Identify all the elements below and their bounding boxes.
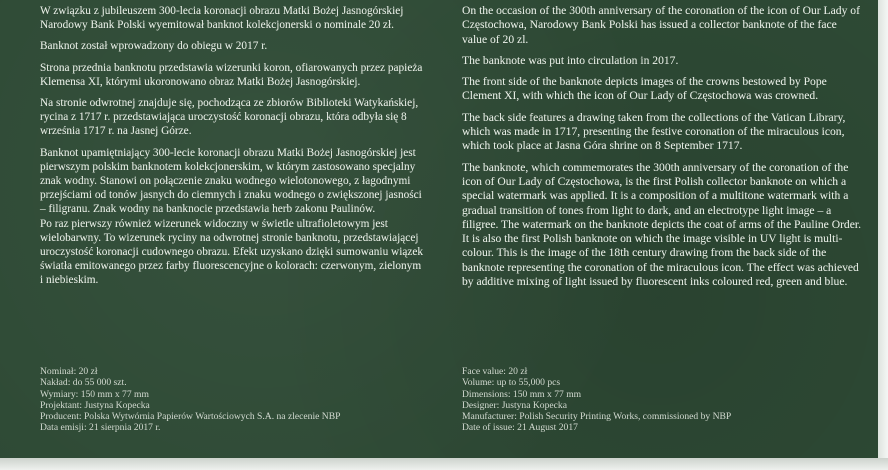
en-uv-paragraph: It is also the first Polish banknote on which the image visible in UV light is multi-colour. This is the image of the 18th century drawing from the back side of the banknote representing the coronation of the miraculous icon. The effect was achieved by additive mixing of light issued by fluorescent inks coloured red, green and blue. [462,232,859,289]
en-spec-issue-date: Date of issue: 21 August 2017 [462,422,578,434]
pl-specs-block [40,366,340,434]
english-text-column [462,4,864,289]
en-watermark-paragraph: The banknote, which commemorates the 300th anniversary of the coronation of the icon of Our Lady of Częstochowa, is the first Polish collector banknote on which a special watermark was applied. It is a composition of a multitone watermark with a gradual transition of tones from light to dark, and an electrotype light image – a filigree. The watermark on the banknote depicts the coat of arms of the Pauline Order. [462,160,861,231]
en-back-side-paragraph: The back side features a drawing taken from the collections of the Vatican Library, which was made in 1717, presenting the festive coronation of the miraculous icon, which took place at Jasna Góra shrine on 8 September 1717. [462,110,846,153]
en-circulation-paragraph: The banknote was put into circulation in 2017. [462,53,679,67]
en-spec-volume: Volume: up to 55,000 pcs [462,377,561,389]
en-spec-designer: Designer: Justyna Kopecka [462,399,567,411]
en-spec-manufacturer: Manufacturer: Polish Security Printing Works, commissioned by NBP [462,411,732,423]
pl-intro-paragraph: W związku z jubileuszem 300-lecia koronacji obrazu Matki Bożej Jasnogórskiej Narodowy Bank Polski wyemitował banknot kolekcjonerski o nominale 20 zł. [40,5,404,32]
paper-edge-right [878,0,888,470]
pl-spec-volume: Nakład: do 55 000 szt. [40,377,127,389]
pl-watermark-paragraph: Banknot upamiętniający 300-lecie koronacji obrazu Matki Bożej Jasnogórskiej jest pierwszym polskim banknotem kolekcjonerskim, w którym zastosowano specjalny znak wodny. Stanowi on połączenie znaku wodnego wielotonowego, z łagodnymi przejściami od tonów jasnych do ciemnych i znaku wodnego o zwiększonej jasności – filigranu. Znak wodny na banknocie przedstawia herb zakonu Paulinów. [40,146,422,216]
en-specs-block [462,366,731,434]
en-spec-dimensions: Dimensions: 150 mm x 77 mm [462,388,582,400]
pl-spec-manufacturer: Producent: Polska Wytwórnia Papierów Wartościowych S.A. na zlecenie NBP [40,411,341,423]
pl-spec-dimensions: Wymiary: 150 mm x 77 mm [40,388,149,400]
pl-front-side-paragraph: Strona przednia banknotu przedstawia wizerunki koron, ofiarowanych przez papieża Klemensa XI, którymi ukoronowano obraz Matki Bożej Jasnogórskiej. [40,61,423,88]
en-front-side-paragraph: The front side of the banknote depicts images of the crowns bestowed by Pope Clement XI, with which the icon of Our Lady of Częstochowa was crowned. [462,75,827,103]
pl-spec-issue-date: Data emisji: 21 sierpnia 2017 r. [40,422,161,434]
paper-edge-bottom [0,458,888,470]
pl-spec-face-value: Nominał: 20 zł [40,366,98,377]
pl-circulation-paragraph: Banknot został wprowadzony do obiegu w 2017 r. [40,40,268,53]
pl-uv-paragraph: Po raz pierwszy również wizerunek widoczny w świetle ultrafioletowym jest wielobarwny. To wizerunek ryciny na odwrotnej stronie banknotu, przedstawiającej uroczystość koronacji cudownego obrazu. Efekt uzyskano dzięki sumowaniu wiązek światła emitowanego przez farby fluorescencyjne o kolorach: czerwonym, zielonym i niebieskim. [40,217,424,287]
pl-back-side-paragraph: Na stronie odwrotnej znajduje się, pochodząca ze zbiorów Biblioteki Watykańskiej, rycina z 1717 r. przedstawiająca uroczystość koronacji obrazu, która odbyła się 8 września 1717 r. na Jasnej Górze. [40,97,419,138]
en-intro-paragraph: On the occasion of the 300th anniversary of the coronation of the icon of Our Lady of Częstochowa, Narodowy Bank Polski has issued a collector banknote of the face value of 20 zl. [462,4,860,46]
polish-text-column [40,4,425,288]
en-spec-face-value: Face value: 20 zł [462,366,528,377]
pl-spec-designer: Projektant: Justyna Kopecka [40,399,150,411]
